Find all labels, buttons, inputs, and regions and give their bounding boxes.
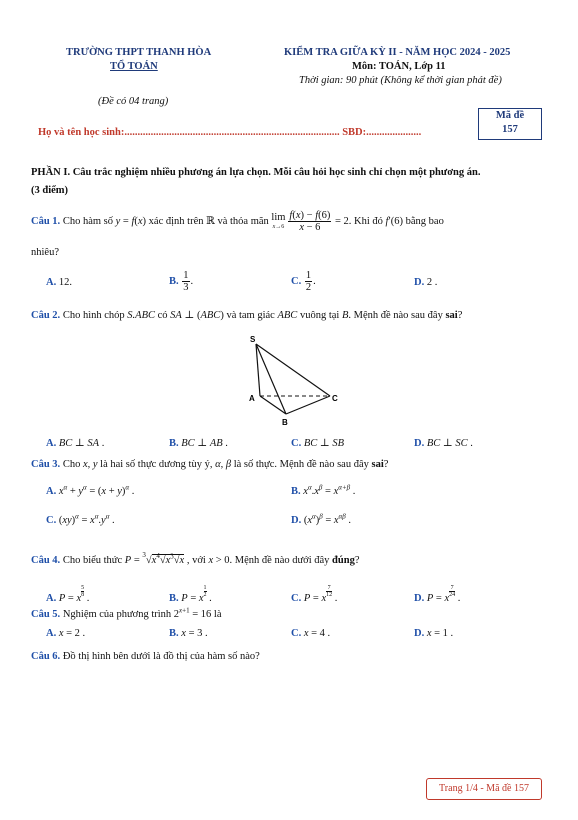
q4-option-a[interactable]: A. P = x $\frac{5}{8}$ . — [46, 585, 90, 604]
q5-option-c[interactable]: C. x = 4 . — [291, 628, 331, 639]
q4-option-c[interactable]: C. P = x $\frac{7}{12}$ . — [291, 585, 338, 604]
exam-time: Thời gian: 90 phút (Không kể thời gian phát đề) — [299, 75, 502, 86]
q3-option-a[interactable]: A. $x^\alpha + y^\alpha = (x + y)^\alpha$ . — [46, 483, 135, 497]
student-info-line: Họ và tên học sinh:.................................................................................. SBD:..................... — [38, 127, 422, 138]
q1-option-c[interactable]: C. $\frac{1}{2}$ . — [291, 270, 316, 294]
q1-text-c: . Khi đó — [348, 215, 383, 227]
q1-option-a[interactable]: A. 12. — [46, 277, 72, 288]
q2-option-c[interactable]: C. BC ⊥ SB — [291, 438, 345, 449]
q1-label: Câu 1. — [31, 215, 61, 227]
vertex-b: B — [282, 418, 288, 427]
vertex-a: A — [249, 394, 255, 403]
q4-option-d[interactable]: D. P = x $\frac{7}{24}$ . — [414, 585, 461, 604]
question-3: Câu 3. Cho x, y là hai số thực dương tùy ý, α, β là số thực. Mệnh đề nào sau đây sai? — [31, 459, 389, 470]
q2-label: Câu 2. — [31, 310, 61, 321]
vertex-s: S — [250, 335, 256, 344]
question-2: Câu 2. Cho hình chóp S.ABC có SA ⊥ (ABC) và tam giác ABC vuông tại B. Mệnh đề nào sau đây sai? — [31, 310, 463, 321]
exam-title: KIỂM TRA GIỮA KỲ II - NĂM HỌC 2024 - 2025 — [284, 47, 511, 58]
q1-text-e: nhiêu? — [31, 247, 59, 258]
exam-code-value: 157 — [502, 124, 518, 135]
q1-text-d: bằng bao — [405, 215, 444, 227]
q2-option-d[interactable]: D. BC ⊥ SC . — [414, 438, 473, 449]
question-5: Câu 5. Nghiệm của phương trình $2^{x+1} = 16$ là — [31, 606, 222, 620]
exam-code-label: Mã đề — [495, 110, 525, 121]
question-1: Câu 1. Cho hàm số y = f(x) xác định trên ℝ và thỏa mãn lim x→6 $\frac{f(x) - f(6)}{x - 6}$ = 2. Khi đó f′(6) bằng bao — [31, 210, 444, 234]
q1-text-a: Cho hàm số — [62, 215, 113, 227]
department-name: TỔ TOÁN — [110, 61, 158, 72]
pyramid-figure — [240, 332, 350, 428]
question-6: Câu 6. Đồ thị hình bên dưới là đồ thị của hàm số nào? — [31, 651, 260, 662]
q3-option-c[interactable]: C. $(xy)^\alpha = x^\alpha.y^\alpha$ . — [46, 512, 115, 526]
q1-text-b: xác định trên ℝ và thỏa mãn — [148, 215, 269, 227]
q2-option-a[interactable]: A. BC ⊥ SA . — [46, 438, 105, 449]
exam-code-box — [478, 108, 542, 140]
question-4: Câu 4. Cho biểu thức $P = ^3√x^4√x^3√x$ , với x > 0. Mệnh đề nào dưới đây đúng? — [31, 551, 360, 566]
school-name: TRƯỜNG THPT THANH HÒA — [66, 47, 212, 58]
q3-option-b[interactable]: B. $x^\alpha.x^\beta = x^{\alpha+\beta}$ . — [291, 483, 356, 497]
vertex-c: C — [332, 394, 338, 403]
q4-option-b[interactable]: B. P = x $\frac{1}{2}$ . — [169, 585, 212, 604]
q3-option-d[interactable]: D. $(x^\alpha)^\beta = x^{\alpha\beta}$ . — [291, 512, 351, 526]
q5-option-a[interactable]: A. x = 2 . — [46, 628, 86, 639]
exam-subject: Môn: TOÁN, Lớp 11 — [352, 61, 446, 72]
q1-option-b[interactable]: B. $\frac{1}{3}$ . — [169, 270, 194, 294]
q1-option-d[interactable]: D. 2 . — [414, 277, 438, 288]
part1-title-text: PHẦN I. Câu trắc nghiệm nhiều phương án lựa chọn. Mỗi câu hỏi học sinh chỉ chọn một phương án. — [31, 167, 481, 178]
part1-title — [31, 167, 480, 178]
q1-limit: lim x→6 — [271, 212, 286, 230]
q2-option-b[interactable]: B. BC ⊥ AB . — [169, 438, 228, 449]
part1-points: (3 điểm) — [31, 185, 69, 196]
page-footer: Trang 1/4 - Mã đề 157 — [426, 778, 542, 800]
q5-option-b[interactable]: B. x = 3 . — [169, 628, 208, 639]
q5-option-d[interactable]: D. x = 1 . — [414, 628, 454, 639]
q1-fraction: $\frac{f(x) - f(6)}{x - 6}$ — [289, 210, 331, 234]
pages-note: (Đề có 04 trang) — [98, 96, 169, 107]
